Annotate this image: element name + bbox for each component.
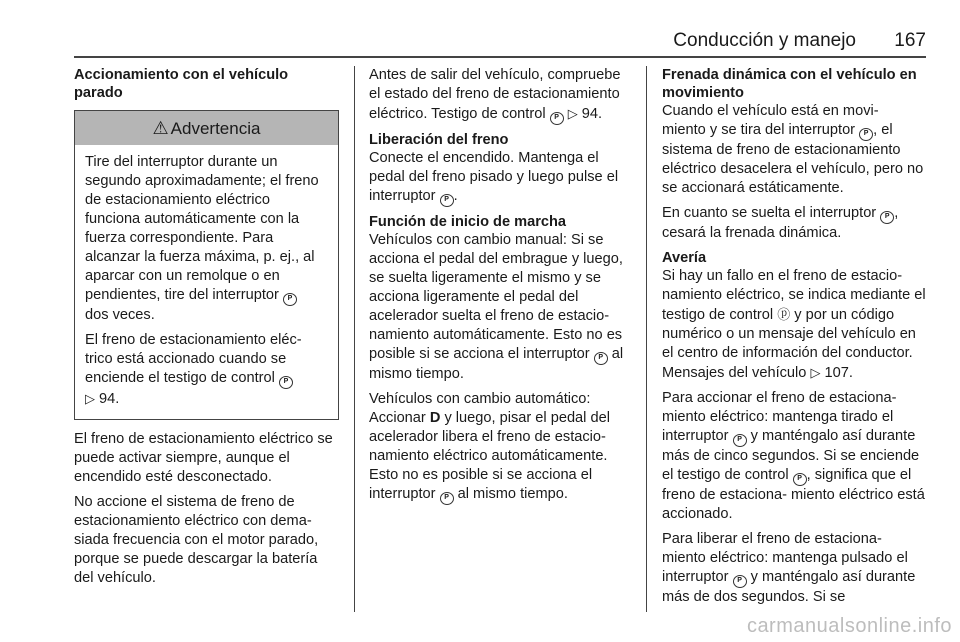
parking-brake-icon: P <box>550 112 564 125</box>
section-heading: Función de inicio de marcha <box>369 214 567 230</box>
parking-brake-icon: P <box>793 473 807 486</box>
page-reference: 94. <box>577 106 603 122</box>
parking-brake-icon: P <box>283 293 297 306</box>
text: y manténgalo así durante más de dos segundos. Si se <box>662 569 916 605</box>
parking-brake-icon: P <box>440 194 454 207</box>
warning-icon: ⚠ <box>152 117 169 138</box>
page-title: Conducción y manejo <box>673 30 856 51</box>
section-heading: Accionamiento con el vehículo parado <box>74 67 289 101</box>
text: al mismo tiempo. <box>369 346 624 382</box>
warning-body <box>75 145 338 419</box>
paragraph: No accione el sistema de freno de estacionamiento eléctrico con dema‐ siada frecuencia con el motor parado, porque se puede descargar la batería del vehículo. <box>74 494 319 586</box>
text: . <box>453 188 458 204</box>
column-3 <box>662 66 926 613</box>
parking-brake-icon: P <box>880 211 894 224</box>
page-number: 167 <box>894 30 926 51</box>
page-reference-icon: ▷ <box>810 365 821 380</box>
text: , significa que el freno de estaciona‐ miento eléctrico está accionado. <box>662 467 925 522</box>
paragraph <box>85 153 329 325</box>
text: Vehículos con cambio automático: Accionar <box>369 391 591 426</box>
paragraph: El freno de estacionamiento eléctrico se puede activar siempre, aunque el encendido esté desconectado. <box>74 431 333 485</box>
paragraph <box>85 331 329 409</box>
text: , cesará la frenada dinámica. <box>662 205 899 241</box>
parking-brake-icon: P <box>733 575 747 588</box>
paragraph <box>662 204 926 243</box>
watermark: carmanualsonline.info <box>746 615 952 637</box>
page-reference: 94. <box>95 391 120 407</box>
parking-brake-icon: P <box>279 376 293 389</box>
paragraph <box>369 231 631 384</box>
parking-brake-icon: P <box>440 492 454 505</box>
text: Vehículos con cambio manual: Si se acciona el pedal del embrague y luego, se suelta ligeramente el mismo y se acciona ligeramente el pedal del acelerador suelta el freno de estacio‐ namiento automáticamente. Esto no es posible si se acciona el interruptor <box>369 232 623 362</box>
header-rule <box>74 56 926 58</box>
text: , el sistema de freno de estacionamiento eléctrico desacelera el vehículo, pero no se accionará estáticamente. <box>662 122 924 196</box>
parking-brake-icon: P <box>859 128 873 141</box>
column-2 <box>369 66 631 511</box>
text: Si hay un fallo en el freno de estacio‐ namiento eléctrico, se indica mediante el testigo de control <box>662 268 926 323</box>
section-heading: Liberación del freno <box>369 132 509 148</box>
parking-brake-icon: P <box>733 434 747 447</box>
paragraph <box>369 149 631 207</box>
warning-box <box>74 110 339 420</box>
section-heading: Frenada dinámica con el vehículo en movimiento <box>662 67 917 101</box>
paragraph <box>662 102 926 198</box>
paragraph <box>369 66 631 125</box>
paragraph <box>369 390 631 505</box>
fault-lamp-icon: ⓟ <box>777 307 791 322</box>
page-reference: 107. <box>820 365 853 381</box>
section-heading: Avería <box>662 250 707 266</box>
text: Para liberar el freno de estaciona‐ miento eléctrico: mantenga pulsado el interruptor <box>662 531 908 585</box>
page-header <box>74 30 926 52</box>
text: En cuanto se suelta el interruptor <box>662 205 881 221</box>
paragraph <box>662 389 926 524</box>
text: Para accionar el freno de estaciona‐ miento eléctrico: mantenga tirado el interruptor <box>662 390 897 444</box>
page-reference-icon: ▷ <box>567 106 578 121</box>
text: y luego, pisar el pedal del acelerador libera el freno de estacio‐ namiento eléctrico automáticamente. Esto no es posible si se acciona el interruptor <box>369 410 610 502</box>
text: El freno de estacionamiento eléc‐ trico está accionado cuando se enciende el testigo de control <box>85 332 302 386</box>
paragraph <box>662 530 926 607</box>
text: Antes de salir del vehículo, compruebe el estado del freno de estacionamiento eléctrico. Testigo de control <box>369 67 621 122</box>
parking-brake-icon: P <box>594 352 608 365</box>
text: al mismo tiempo. <box>453 486 568 502</box>
text: dos veces. <box>85 307 155 323</box>
text: Cuando el vehículo está en movi‐ miento y se tira del interruptor <box>662 103 879 138</box>
text: Tire del interruptor durante un segundo aproximadamente; el freno de estacionamiento eléctrico funciona automáticamente con la fuerza correspondiente. Para alcanzar la fuerza máxima, p. ej., al aparcar con un remolque o en pendientes, tire del interruptor <box>85 154 319 303</box>
column-divider <box>646 66 647 612</box>
text: y por un código numérico o un mensaje del vehículo en el centro de información del conductor. Mensajes del vehículo <box>662 307 916 381</box>
page-reference-icon: ▷ <box>85 391 95 406</box>
text: Conecte el encendido. Mantenga el pedal del freno pisado y luego pulse el interruptor <box>369 150 619 204</box>
text: y manténgalo así durante más de cinco segundos. Si se enciende el testigo de control <box>662 428 920 483</box>
gear-label: D <box>429 410 441 426</box>
column-1 <box>74 66 339 594</box>
paragraph <box>662 267 926 383</box>
warning-title: Advertencia <box>170 118 261 138</box>
column-divider <box>354 66 355 612</box>
warning-header <box>75 111 338 145</box>
